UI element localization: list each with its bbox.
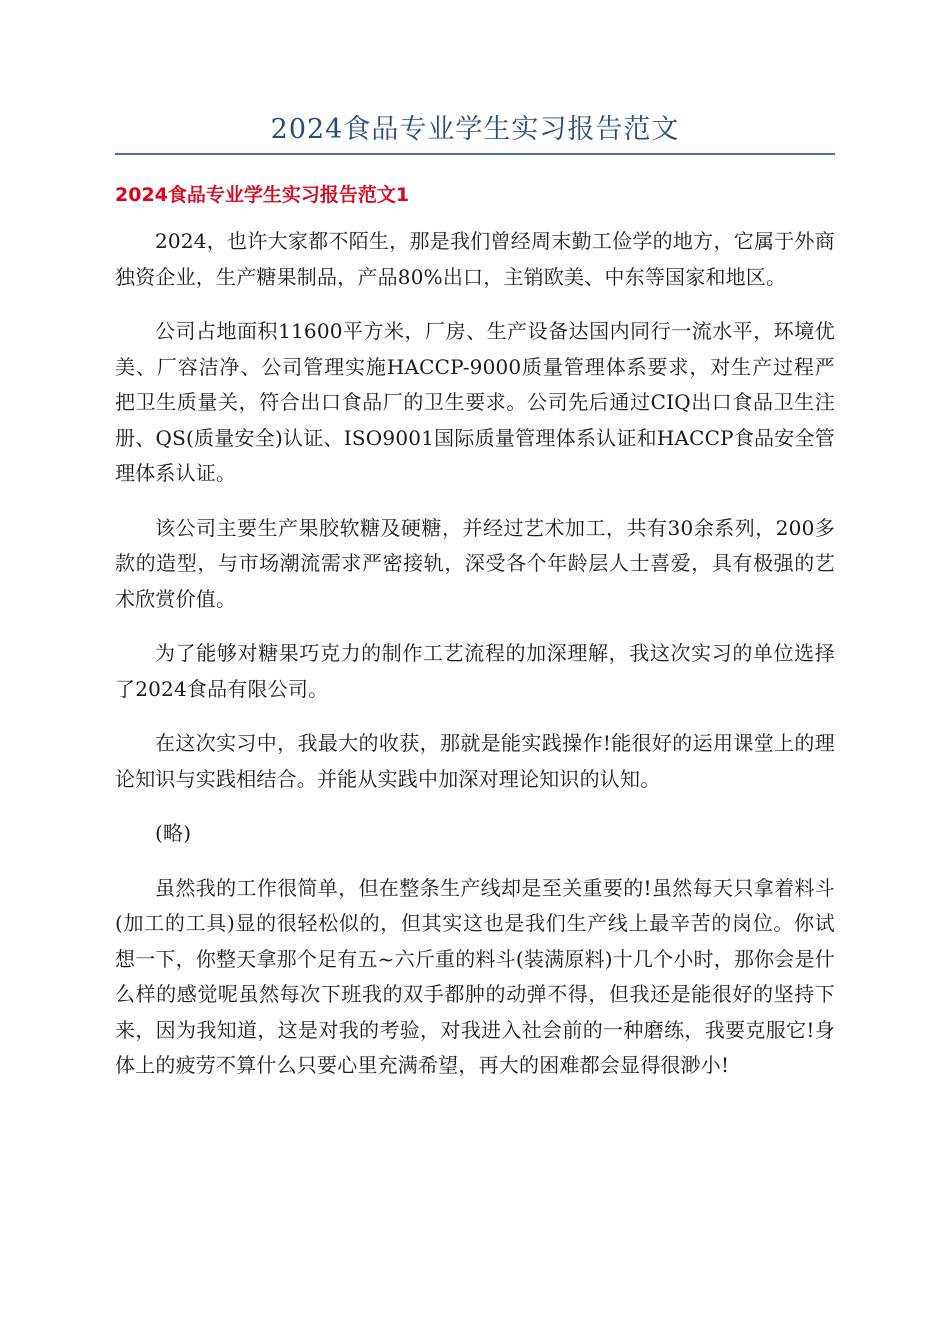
paragraph: 该公司主要生产果胶软糖及硬糖，并经过艺术加工，共有30余系列，200多款的造型，与市场潮流需求严密接轨，深受各个年龄层人士喜爱，具有极强的艺术欣赏价值。 bbox=[115, 515, 835, 611]
paragraph: 公司占地面积11600平方米，厂房、生产设备达国内同行一流水平，环境优美、厂容洁净、公司管理实施HACCP-9000质量管理体系要求，对生产过程严把卫生质量关，符合出口食品厂的卫生要求。公司先后通过CIQ出口食品卫生注册、QS(质量安全)认证、ISO9001国际质量管理体系认证和HACCP食品安全管理体系认证。 bbox=[115, 319, 835, 485]
paragraph: (略) bbox=[155, 821, 192, 845]
paragraph: 在这次实习中，我最大的收获，那就是能实践操作!能很好的运用课堂上的理论知识与实践相结合。并能从实践中加深对理论知识的认知。 bbox=[115, 731, 835, 791]
title-divider bbox=[115, 153, 835, 155]
paragraph: 2024，也许大家都不陌生，那是我们曾经周末勤工俭学的地方，它属于外商独资企业，生产糖果制品，产品80%出口，主销欧美、中东等国家和地区。 bbox=[115, 229, 835, 289]
section-heading: 2024食品专业学生实习报告范文1 bbox=[115, 184, 410, 206]
body-text bbox=[115, 224, 835, 1103]
paragraph: 为了能够对糖果巧克力的制作工艺流程的加深理解，我这次实习的单位选择了2024食品有限公司。 bbox=[115, 641, 835, 701]
document-title: 2024食品专业学生实习报告范文 bbox=[270, 114, 680, 145]
paragraph: 虽然我的工作很简单，但在整条生产线却是至关重要的!虽然每天只拿着料斗(加工的工具)显的很轻松似的，但其实这也是我们生产线上最辛苦的岗位。你试想一下，你整天拿那个足有五~六斤重的料斗(装满原料)十几个小时，那你会是什么样的感觉呢虽然每次下班我的双手都肿的动弹不得，但我还是能很好的坚持下来，因为我知道，这是对我的考验，对我进入社会前的一种磨练，我要克服它!身体上的疲劳不算什么只要心里充满希望，再大的困难都会显得很渺小! bbox=[115, 875, 835, 1077]
